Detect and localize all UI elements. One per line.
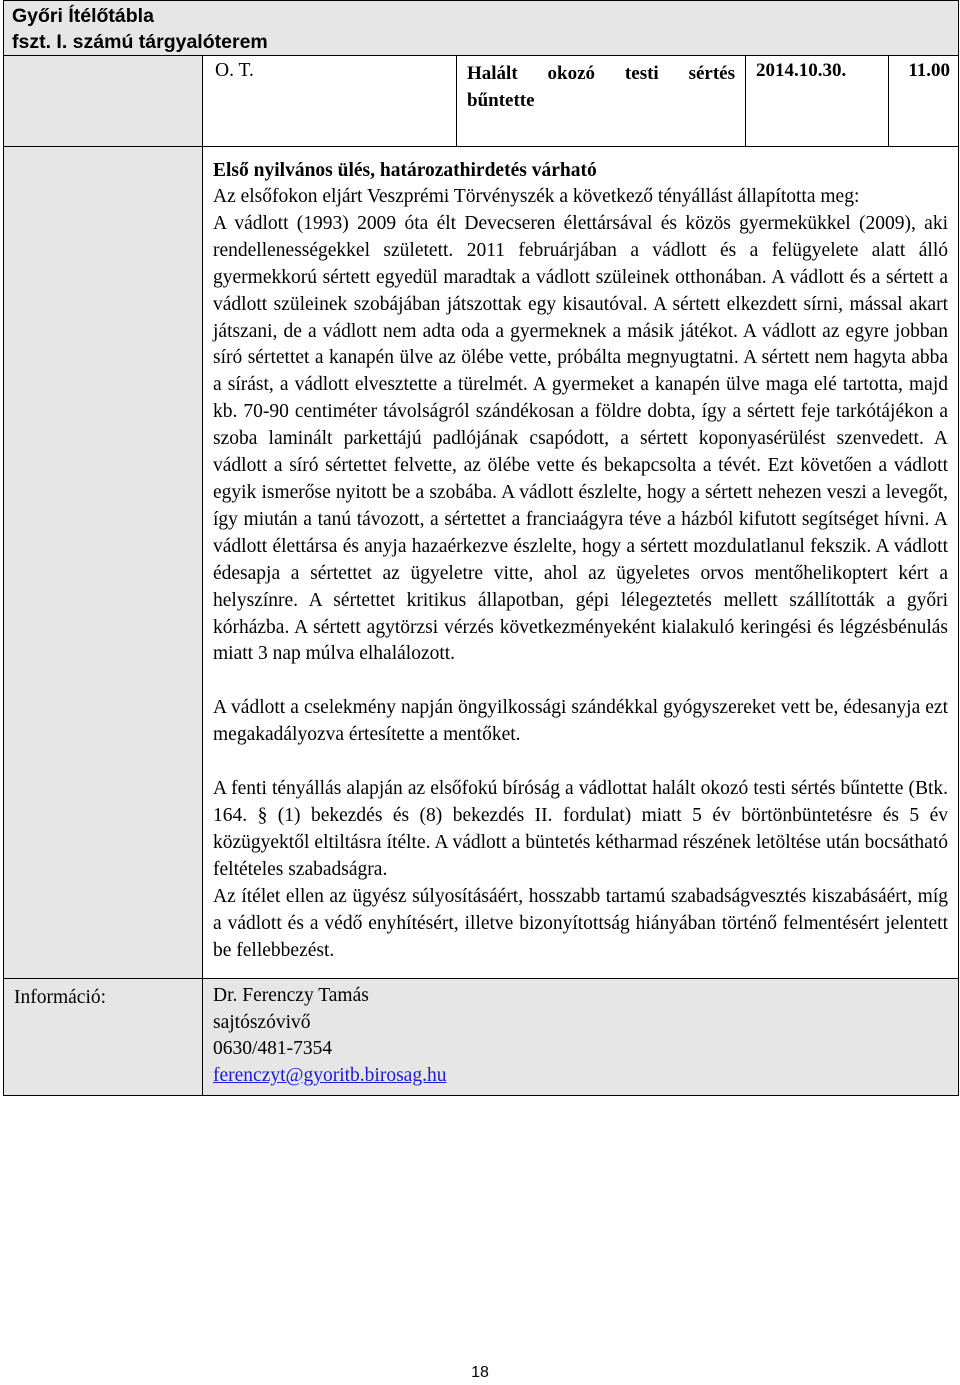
facts-paragraph: A vádlott (1993) 2009 óta élt Devecseren élettársával és közös gyermekükkel (2009), aki rendellenességekkel született. 2011 februárjában a vádlott és a felügyelete alatt álló gyermekkorú sértett egyedül maradtak a vádlott szüleinek otthonában. A vádlott és a sértett a vádlott szüleinek szobájában játszottak egy kisautóval. A sértett elkezdett sírni, mással akart játszani, de a vádlott nem adta oda a gyermeknek a másik játékot. A vádlott az egyre jobban síró sértettet a kanapén ülve az ölébe vette, próbálta megnyugtatni. A sértett nem hagyta abba a sírást, a vádlott elvesztette a türelmét. A gyermeket a kanapén ülve maga elé tartotta, majd kb. 70-90 centiméter távolságról szándékosan a földre dobta, így a sértett feje tarkótájékon a szoba laminált parkettájú padlójának csapódott, a sértett koponyasérülést szenvedett. A vádlott a síró sértettet felvette, az ölébe vette és bekapcsolta a tévét. Ezt követően a vádlott egyik ismerőse nyitott be a szobába. A vádlott észlelte, hogy a sértett nehezen veszi a levegőt, így miután a tanú távozott, a sértettet a franciaágyra téve a házból kifutott segítséget hívni. A vádlott élettársa és anyja hazaérkezve észlelte, hogy a sértett mozdulatlanul fekszik. A vádlott édesapja a sértettet az ügyeletre vitte, ahol az ügyeletes orvos mentőhelikoptert kért a helyszínre. A sértettet kritikus állapotban, gépi lélegeztetés mellett szállították a győri kórházba. A sértett agytörzsi vérzés következményeként kialakuló keringési és légzésbénulás miatt 3 nap múlva elhalálozott. — [213, 212, 949, 665]
suicide-attempt-paragraph: A vádlott a cselekmény napján öngyilkossági szándékkal gyógyszereket vett be, édesanyja ezt megakadályozva értesítette a mentőket. — [213, 697, 949, 746]
info-label-text: Információ: — [14, 987, 107, 1009]
spacer — [213, 749, 948, 776]
contact-info — [203, 979, 959, 1096]
left-margin-cell — [4, 56, 203, 147]
spacer — [213, 668, 948, 695]
case-title-line1: Halált okozó testi sértés — [467, 63, 735, 84]
content-row — [4, 147, 959, 979]
appeal-paragraph: Az ítélet ellen az ügyész súlyosításáért, hosszabb tartamú szabadságvesztés kiszabásáért, míg a vádlott és a védő enyhítésért, illetve bizonyítottság hiányában történő felmentésért jelentett be fellebbezést. — [213, 885, 949, 961]
hearing-title: Első nyilvános ülés, határozathirdetés várható — [213, 160, 597, 181]
header-row — [4, 1, 959, 56]
header-cell — [4, 1, 959, 56]
page-number: 18 — [471, 1364, 489, 1381]
case-date — [746, 56, 889, 147]
case-code — [203, 56, 457, 147]
court-schedule-table — [3, 0, 959, 1096]
case-description — [203, 147, 959, 979]
contact-name: Dr. Ferenczy Tamás — [213, 985, 369, 1007]
case-title-line2: bűntette — [467, 90, 535, 111]
case-date-text: 2014.10.30. — [756, 60, 847, 81]
courtroom-label: fszt. I. számú tárgyalóterem — [12, 31, 268, 53]
verdict-paragraph: A fenti tényállás alapján az elsőfokú bíróság a vádlottat halált okozó testi sértés bűntette (Btk. 164. § (1) bekezdés és (8) bekezdés II. fordulat) miatt 5 év börtönbüntetésre és 5 év közügyektől eltiltásra ítélte. A vádlott a büntetés kétharmad részének letöltése után bocsátható feltételes szabadságra. — [213, 778, 949, 880]
contact-role: sajtószóvivő — [213, 1011, 311, 1033]
case-code-text: O. T. — [215, 60, 254, 81]
info-label — [4, 979, 203, 1096]
case-time-text: 11.00 — [908, 60, 951, 81]
left-margin-cell — [4, 147, 203, 979]
contact-email-link[interactable]: ferenczyt@gyoritb.birosag.hu — [213, 1064, 447, 1086]
case-meta-row — [4, 56, 959, 147]
info-row — [4, 979, 959, 1096]
case-time — [889, 56, 959, 147]
court-name: Győri Ítélőtábla — [12, 5, 154, 27]
findings-intro: Az elsőfokon eljárt Veszprémi Törvényszék a következő tényállást állapította meg: — [213, 186, 860, 207]
case-title — [457, 56, 746, 147]
contact-phone: 0630/481-7354 — [213, 1038, 333, 1060]
